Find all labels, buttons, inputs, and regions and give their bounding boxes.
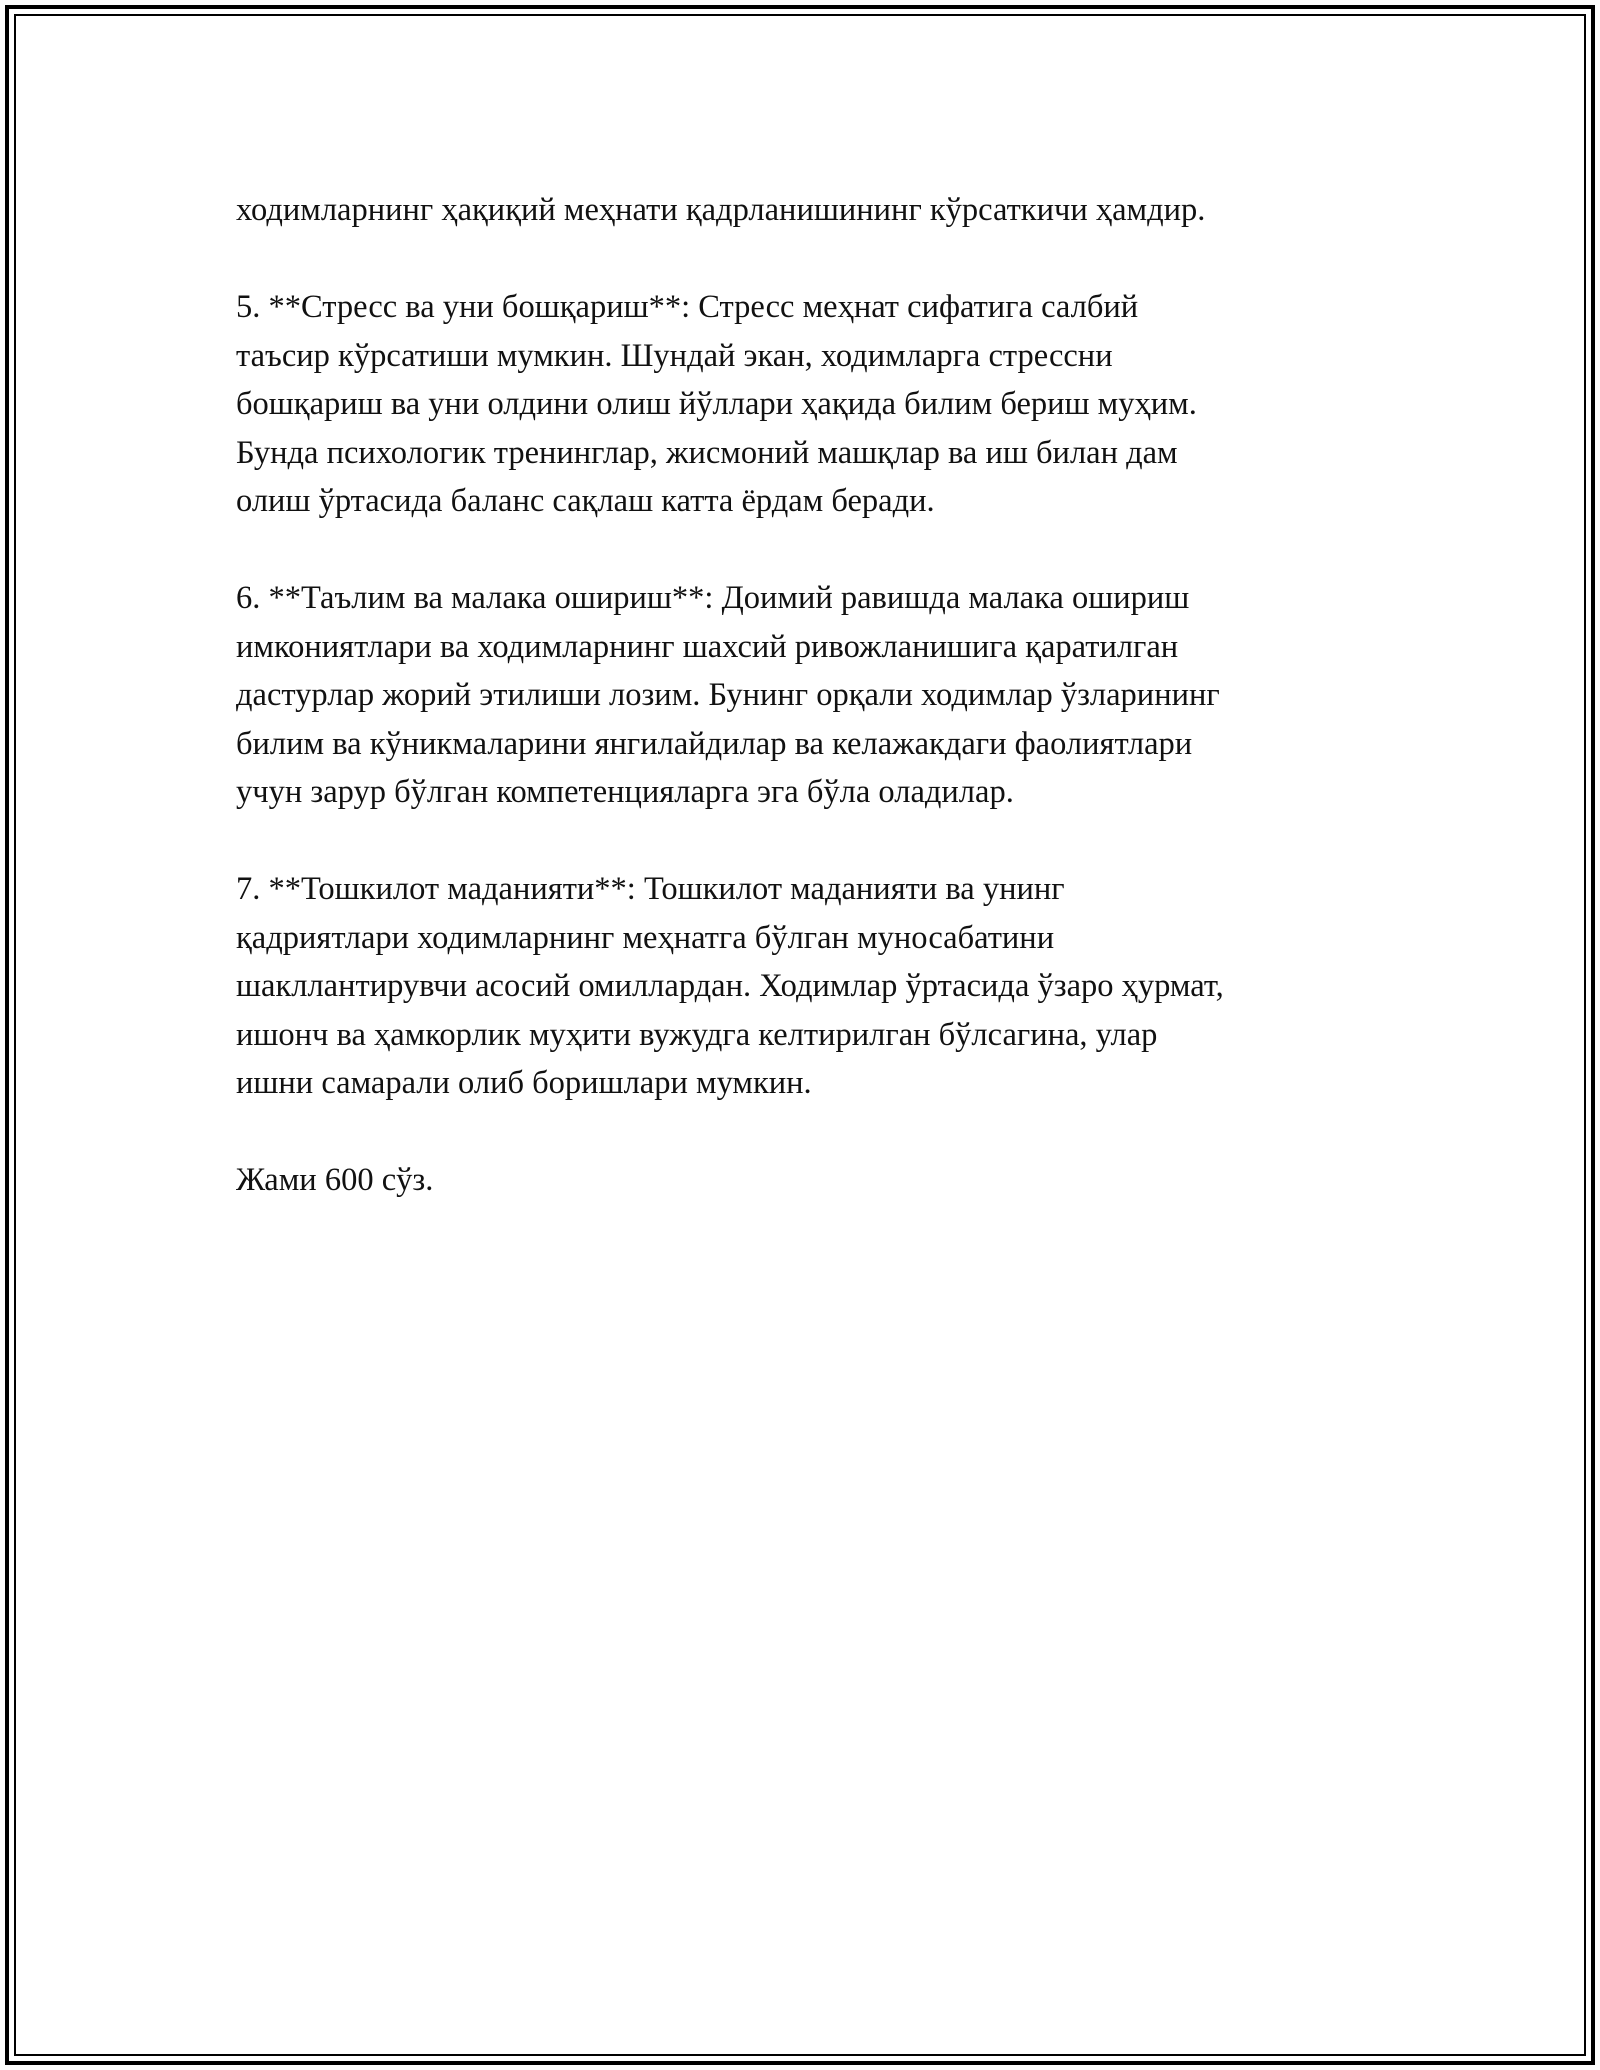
text-line: ходимларнинг ҳақиқий меҳнати қадрланишининг кўрсаткичи ҳамдир. <box>236 192 1206 228</box>
text-line: дастурлар жорий этилиши лозим. Бунинг орқали ходимлар ўзларининг <box>236 677 1220 713</box>
document-body <box>236 186 1386 1253</box>
text-line: 6. **Таълим ва малака ошириш**: Доимий равишда малака ошириш <box>236 580 1190 616</box>
text-line: қадриятлари ходимларнинг меҳнатга бўлган муносабатини <box>236 919 1055 956</box>
text-line: бошқариш ва уни олдини олиш йўллари ҳақида билим бериш муҳим. <box>236 386 1197 422</box>
text-line: ишонч ва ҳамкорлик муҳити вужудга келтирилган бўлсагина, улар <box>236 1016 1158 1053</box>
text-line: 7. **Тошкилот маданияти**: Тошкилот маданияти ва унинг <box>236 871 1065 907</box>
text-line: 5. **Стресс ва уни бошқариш**: Стресс меҳнат сифатига салбий <box>236 289 1139 325</box>
text-line: таъсир кўрсатиши мумкин. Шундай экан, ходимларга стрессни <box>236 337 1113 374</box>
text-line: Жами 600 сўз. <box>236 1162 434 1198</box>
text-line: Бунда психологик тренинглар, жисмоний машқлар ва иш билан дам <box>236 434 1178 471</box>
text-line: учун зарур бўлган компетенцияларга эга бўла оладилар. <box>236 774 1014 810</box>
paragraph-continuation <box>236 186 1386 235</box>
text-line: билим ва кўникмаларини янгилайдилар ва келажакдаги фаолиятлари <box>236 725 1193 762</box>
paragraph-organization-culture <box>236 865 1386 1108</box>
text-line: ишни самарали олиб боришлари мумкин. <box>236 1065 812 1101</box>
paragraph-training <box>236 574 1386 817</box>
text-line: олиш ўртасида баланс сақлаш катта ёрдам беради. <box>236 483 935 519</box>
text-line: шакллантирувчи асосий омиллардан. Ходимлар ўртасида ўзаро ҳурмат, <box>236 968 1224 1004</box>
text-line: имкониятлари ва ходимларнинг шахсий ривожланишига қаратилган <box>236 628 1179 665</box>
word-count-note <box>236 1156 1386 1205</box>
paragraph-stress-management <box>236 283 1386 526</box>
